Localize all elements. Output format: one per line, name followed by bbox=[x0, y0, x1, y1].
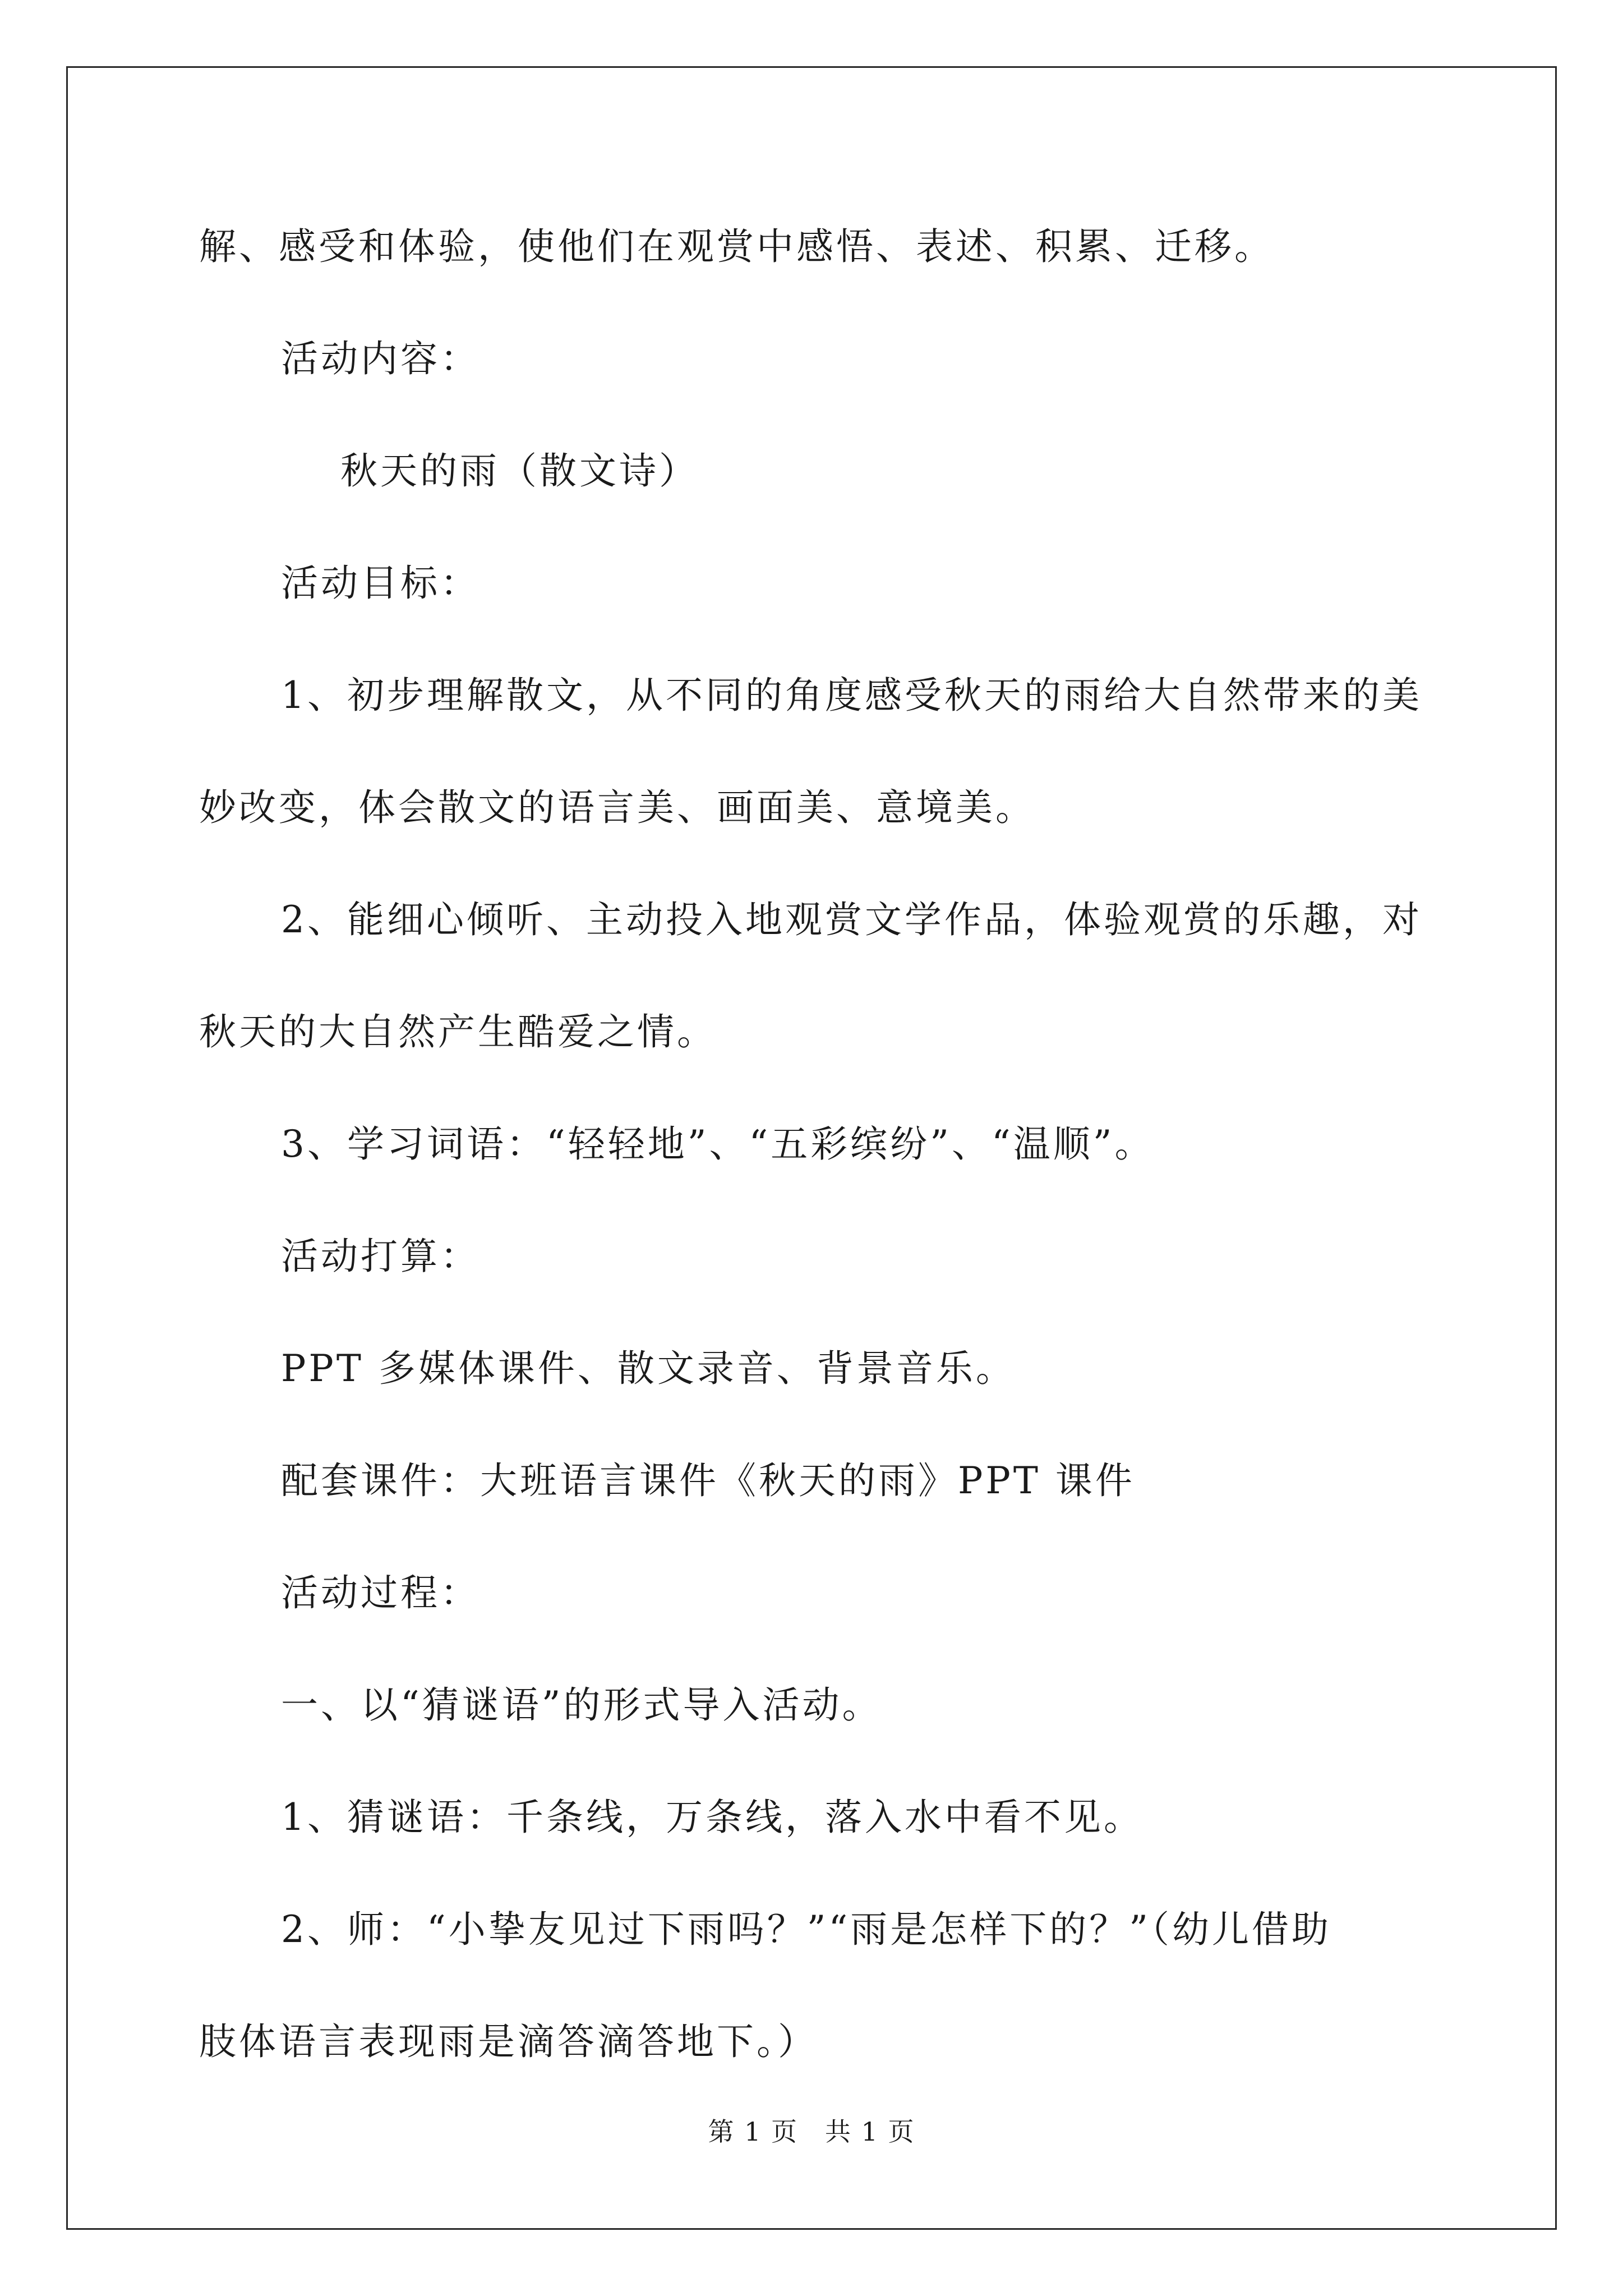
paragraph-line: 肢体语言表现雨是滴答滴答地下。） bbox=[199, 2020, 818, 2063]
paragraph-line: 秋天的大自然产生酷爱之情。 bbox=[199, 1010, 717, 1053]
page-number: 第 1 页 共 1 页 bbox=[708, 2116, 915, 2147]
section-heading: 活动打算： bbox=[281, 1235, 480, 1278]
paragraph-line: 配套课件：大班语言课件《秋天的雨》PPT 课件 bbox=[281, 1459, 1135, 1502]
paragraph-line: 解、感受和体验，使他们在观赏中感悟、表述、积累、迁移。 bbox=[199, 225, 1274, 268]
section-heading: 活动过程： bbox=[281, 1571, 480, 1614]
paragraph-line: 2、师：“小挚友见过下雨吗？”“雨是怎样下的？”（幼儿借助 bbox=[281, 1908, 1331, 1951]
paragraph-line: 2、能细心倾听、主动投入地观赏文学作品，体验观赏的乐趣，对 bbox=[281, 898, 1422, 941]
paragraph-line: 3、学习词语：“轻轻地”、“五彩缤纷”、“温顺”。 bbox=[281, 1122, 1155, 1166]
paragraph-line: PPT 多媒体课件、散文录音、背景音乐。 bbox=[281, 1347, 1016, 1390]
paragraph-line: 1、初步理解散文，从不同的角度感受秋天的雨给大自然带来的美 bbox=[281, 674, 1422, 717]
document-title: 秋天的雨（散文诗） bbox=[340, 449, 699, 493]
paragraph-line: 妙改变，体会散文的语言美、画面美、意境美。 bbox=[199, 786, 1035, 829]
section-heading: 活动目标： bbox=[281, 562, 480, 605]
paragraph-line: 一、以“猜谜语”的形式导入活动。 bbox=[281, 1683, 882, 1727]
paragraph-line: 1、猜谜语：千条线，万条线，落入水中看不见。 bbox=[281, 1796, 1144, 1839]
section-heading: 活动内容： bbox=[281, 337, 480, 380]
